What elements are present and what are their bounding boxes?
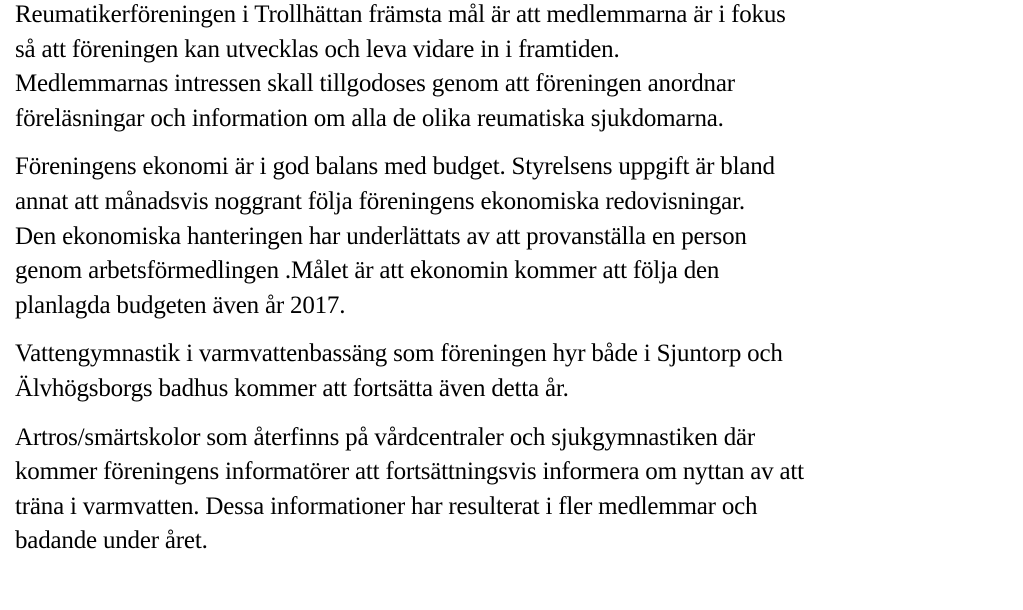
text-line: kommer föreningens informatörer att fortsättningsvis informera om nyttan av att: [15, 458, 804, 486]
paragraph-gap: [15, 323, 1020, 337]
paragraph-goals: [15, 0, 1020, 136]
paragraph-arthritis-schools: [15, 421, 1020, 559]
paragraph-economy: [15, 150, 1020, 323]
text-line: Den ekonomiska hanteringen har underlättats av att provanställa en person: [15, 222, 747, 250]
paragraph-gap: [15, 407, 1020, 421]
text-line: Föreningens ekonomi är i god balans med budget. Styrelsens uppgift är bland: [15, 153, 775, 181]
text-line: Medlemmarnas intressen skall tillgodoses genom att föreningen anordnar: [15, 70, 735, 98]
text-line: föreläsningar och information om alla de olika reumatiska sjukdomarna.: [15, 104, 724, 132]
paragraph-aquagym: [15, 337, 1020, 406]
text-line: Reumatikerföreningen i Trollhättan främsta mål är att medlemmarna är i fokus: [15, 1, 786, 28]
document-body: [15, 0, 1020, 559]
text-line: Älvhögsborgs badhus kommer att fortsätta även detta år.: [15, 374, 569, 402]
text-line: planlagda budgeten även år 2017.: [15, 291, 346, 319]
text-line: badande under året.: [15, 527, 208, 555]
text-line: Vattengymnastik i varmvattenbassäng som föreningen hyr både i Sjuntorp och: [15, 340, 783, 368]
paragraph-gap: [15, 136, 1020, 150]
text-line: träna i varmvatten. Dessa informationer har resulterat i fler medlemmar och: [15, 492, 758, 520]
text-line: så att föreningen kan utvecklas och leva vidare in i framtiden.: [15, 35, 620, 63]
text-line: annat att månadsvis noggrant följa föreningens ekonomiska redovisningar.: [15, 187, 745, 215]
text-line: genom arbetsförmedlingen .Målet är att ekonomin kommer att följa den: [15, 257, 720, 285]
text-line: Artros/smärtskolor som återfinns på vårdcentraler och sjukgymnastiken där: [15, 423, 756, 451]
